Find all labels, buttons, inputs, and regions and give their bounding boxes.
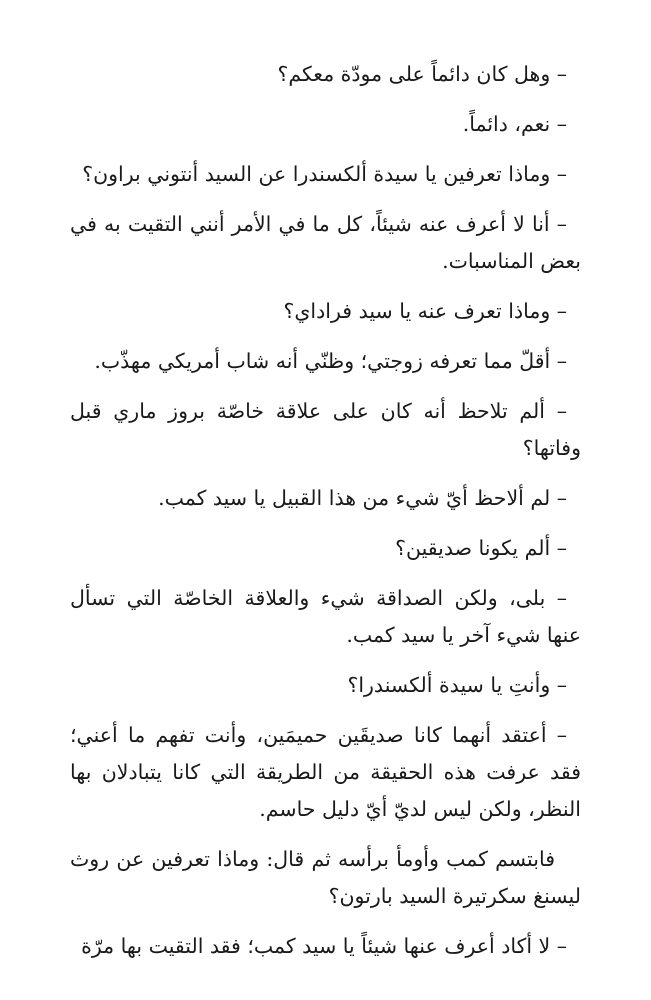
dialogue-paragraph: – أعتقد أنهما كانا صديقَين حميمَين، وأنت تفهم ما أعني؛ فقد عرفت هذه الحقيقة من الطريقة التي كانا يتبادلان بها النظر، ولكن ليس لديّ أيّ دليل حاسم.: [70, 723, 581, 821]
dialogue-paragraph: – أنا لا أعرف عنه شيئاً، كل ما في الأمر أنني التقيت به في بعض المناسبات.: [70, 212, 581, 273]
narration-paragraph: فابتسم كمب وأومأ برأسه ثم قال: وماذا تعرفين عن روث ليسنغ سكرتيرة السيد بارتون؟: [70, 847, 581, 908]
dialogue-paragraph: – لم ألاحظ أيّ شيء من هذا القبيل يا سيد كمب.: [158, 486, 567, 510]
dialogue-paragraph: – ألم تلاحظ أنه كان على علاقة خاصّة بروز ماري قبل وفاتها؟: [70, 399, 581, 460]
dialogue-paragraph: – لا أكاد أعرف عنها شيئاً يا سيد كمب؛ فقد التقيت بها مرّة: [81, 934, 567, 958]
dialogue-paragraph: – وهل كان دائماً على مودّة معكم؟: [277, 62, 567, 86]
dialogue-paragraph: – أقلّ مما تعرفه زوجتي؛ وظنّي أنه شاب أمريكي مهذّب.: [94, 349, 567, 373]
dialogue-paragraph: – نعم، دائماً.: [462, 112, 567, 136]
book-page: [70, 56, 581, 978]
dialogue-paragraph: – بلى، ولكن الصداقة شيء والعلاقة الخاصّة التي تسأل عنها شيء آخر يا سيد كمب.: [70, 586, 581, 647]
dialogue-paragraph: – وماذا تعرف عنه يا سيد فراداي؟: [283, 299, 567, 323]
dialogue-paragraph: – ألم يكونا صديقين؟: [395, 536, 567, 560]
dialogue-paragraph: – وماذا تعرفين يا سيدة ألكسندرا عن السيد أنتوني براون؟: [82, 162, 567, 186]
dialogue-paragraph: – وأنتِ يا سيدة ألكسندرا؟: [347, 673, 567, 697]
